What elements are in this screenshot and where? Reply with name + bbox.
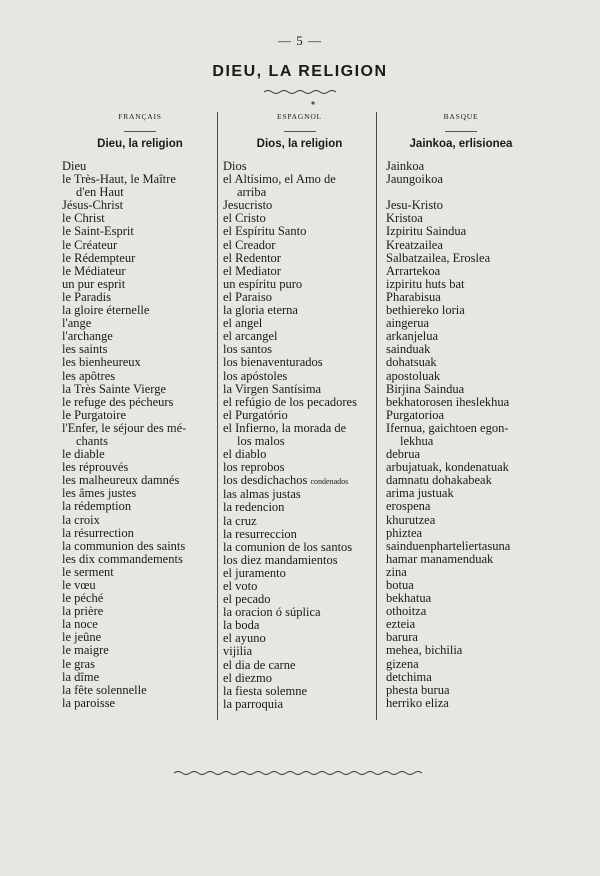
spanish-term: la Virgen Santísima — [223, 381, 322, 396]
spanish-term: el ayuno — [223, 631, 266, 646]
french-term: chants — [76, 433, 108, 448]
spanish-term: el diezmo — [223, 670, 272, 685]
french-term: le Christ — [62, 211, 105, 226]
spanish-term: la gloria eterna — [223, 303, 298, 318]
spanish-label-rule — [284, 131, 316, 132]
basque-term-list — [386, 160, 536, 710]
french-term: l'Enfer, le séjour des mé- — [62, 420, 187, 435]
basque-term: apostoluak — [386, 368, 441, 383]
french-term: les saints — [62, 342, 108, 357]
french-term: le vœu — [62, 578, 96, 592]
french-term: la Très Sainte Vierge — [62, 381, 166, 396]
page-number: — 5 — — [278, 33, 322, 48]
spanish-term: el Espíritu Santo — [223, 224, 307, 239]
basque-term: Purgatorioa — [386, 407, 445, 422]
basque-term: mehea, bichilia — [386, 643, 463, 658]
french-term: le gras — [62, 656, 95, 671]
basque-term: Kreatzailea — [386, 237, 443, 252]
spanish-column-heading: Dios, la religion — [256, 138, 343, 150]
french-term: l'ange — [62, 316, 92, 331]
basque-term: Izpiritu Saindua — [386, 224, 467, 239]
spanish-term: el dia de carne — [223, 657, 296, 672]
basque-term: lekhua — [400, 433, 434, 448]
french-term: la dîme — [62, 669, 100, 684]
basque-term: botua — [386, 578, 414, 592]
spanish-term: las almas justas — [223, 487, 301, 502]
french-term: le Purgatoire — [62, 407, 126, 422]
spanish-term: la redencion — [223, 500, 285, 515]
spanish-term: el angel — [223, 316, 263, 331]
basque-term: Jesu-Kristo — [386, 198, 443, 213]
basque-term: bethiereko loria — [386, 303, 465, 318]
spanish-term: el refúgio de los pecadores — [223, 394, 357, 409]
basque-column — [386, 112, 536, 710]
french-term: le serment — [62, 564, 114, 579]
basque-term: khurutzea — [386, 512, 436, 527]
french-term: les bienheureux — [62, 355, 141, 370]
basque-term: Birjina Saindua — [386, 381, 465, 396]
spanish-term: el voto — [223, 579, 258, 593]
spanish-term: el juramento — [223, 565, 286, 580]
basque-term: othoitza — [386, 604, 427, 619]
french-term: la noce — [62, 617, 98, 632]
basque-term: sainduenpharteliertasuna — [386, 538, 511, 553]
basque-term: Salbatzailea, Eroslea — [386, 250, 491, 265]
spanish-term: arriba — [237, 185, 267, 200]
french-term: les apôtres — [62, 368, 116, 383]
spanish-term: la fiesta solemne — [223, 683, 307, 698]
french-term: la paroisse — [62, 695, 116, 710]
french-term: le Saint-Esprit — [62, 224, 134, 239]
basque-term: barura — [386, 630, 418, 645]
basque-term: Jainkoa — [386, 159, 425, 173]
french-term: d'en Haut — [76, 185, 124, 200]
french-term: le Médiateur — [62, 263, 126, 278]
basque-term: arbujatuak, kondenatuak — [386, 460, 509, 475]
spanish-term: el Mediator — [223, 263, 281, 278]
spanish-column — [223, 112, 376, 711]
french-term: le péché — [62, 591, 104, 606]
basque-term: Kristoa — [386, 211, 423, 226]
french-term: le diable — [62, 447, 105, 462]
spanish-small-note: condenados — [310, 477, 349, 487]
basque-term: detchima — [386, 669, 432, 684]
spanish-term: los reprobos — [223, 460, 285, 475]
basque-term: Ifernua, gaichtoen egon- — [386, 420, 509, 435]
basque-term: aingerua — [386, 316, 430, 331]
french-term: le jeûne — [62, 630, 102, 645]
french-column-heading: Dieu, la religion — [97, 138, 183, 150]
basque-term: phesta burua — [386, 682, 450, 697]
basque-language-label: BASQUE — [443, 112, 479, 121]
basque-term: Jaungoikoa — [386, 172, 443, 187]
french-term: la résurrection — [62, 525, 134, 540]
basque-term: bekhatorosen iheslekhua — [386, 394, 510, 409]
spanish-term: el pecado — [223, 592, 271, 607]
basque-term: hamar manamenduak — [386, 551, 494, 566]
spanish-term: los santos — [223, 342, 272, 357]
spanish-term: el Cristo — [223, 211, 266, 226]
french-term: les dix commandements — [62, 551, 183, 566]
basque-term: dohatsuak — [386, 355, 437, 370]
spanish-term: el arcangel — [223, 329, 278, 344]
french-term: le Créateur — [62, 237, 118, 252]
spanish-term: los bienaventurados — [223, 355, 323, 370]
spanish-term: el Creador — [223, 237, 276, 252]
basque-term: bekhatua — [386, 591, 432, 606]
spanish-language-label: ESPAGNOL — [277, 112, 322, 121]
basque-term: sainduak — [386, 342, 431, 357]
spanish-term — [223, 474, 375, 488]
french-term: le Très-Haut, le Maître — [62, 172, 176, 187]
basque-term: zina — [386, 564, 407, 579]
page-title: DIEU, LA RELIGION — [212, 63, 388, 80]
spanish-term: el Infierno, la morada de — [223, 420, 347, 435]
spanish-term-list — [223, 160, 375, 711]
spanish-term: Jesucristo — [223, 198, 273, 213]
basque-term: Arrartekoa — [386, 263, 441, 278]
bottom-flourish-ornament — [172, 768, 428, 778]
basque-term: damnatu dohakabeak — [386, 473, 492, 488]
basque-term: arima justuak — [386, 486, 454, 501]
basque-label-rule — [445, 131, 477, 132]
spanish-term: la oracion ó súplica — [223, 605, 321, 620]
basque-column-heading: Jainkoa, erlisionea — [409, 138, 513, 150]
spanish-term: un espíritu puro — [223, 276, 303, 291]
basque-term: arkanjelua — [386, 329, 439, 344]
french-term: la gloire éternelle — [62, 303, 150, 318]
spanish-term: los diez mandamientos — [223, 552, 338, 567]
basque-term: herriko eliza — [386, 695, 449, 710]
french-term: la prière — [62, 604, 104, 619]
spanish-term: la boda — [223, 618, 260, 633]
basque-term: Pharabisua — [386, 289, 441, 304]
basque-term: erospena — [386, 499, 431, 514]
spanish-term: los apóstoles — [223, 368, 288, 383]
spanish-term: Dios — [223, 159, 247, 173]
french-term: la croix — [62, 512, 100, 527]
spanish-term-text: los desdichachos — [223, 473, 308, 488]
spanish-term: el Altísimo, el Amo de — [223, 172, 336, 187]
french-term: le refuge des pécheurs — [62, 394, 174, 409]
french-term: la communion des saints — [62, 538, 186, 553]
spanish-term: el Redentor — [223, 250, 281, 265]
french-term: un pur esprit — [62, 276, 126, 291]
column-divider-left — [217, 112, 218, 720]
basque-term: gizena — [386, 656, 419, 671]
spanish-term: la resurreccion — [223, 526, 297, 541]
spanish-term: la parroquia — [223, 696, 284, 711]
french-term: les réprouvés — [62, 460, 129, 475]
spanish-term: el diablo — [223, 447, 267, 462]
french-term: le maigre — [62, 643, 109, 658]
french-term: Jésus-Christ — [62, 198, 124, 213]
spanish-term: la comunion de los santos — [223, 539, 353, 554]
spanish-term: los malos — [237, 433, 285, 448]
french-term: les malheureux damnés — [62, 473, 180, 488]
basque-term: izpiritu huts bat — [386, 276, 465, 291]
french-label-rule — [124, 131, 156, 132]
french-term: les âmes justes — [62, 486, 137, 501]
french-language-label: FRANÇAIS — [118, 112, 162, 121]
title-flourish-ornament — [262, 88, 338, 110]
spanish-term: vijilia — [223, 644, 253, 659]
basque-term: debrua — [386, 447, 421, 462]
spanish-term: el Paraiso — [223, 289, 272, 304]
basque-term: phiztea — [386, 525, 423, 540]
french-term: Dieu — [62, 159, 87, 173]
basque-term: ezteia — [386, 617, 416, 632]
french-term: l'archange — [62, 329, 113, 344]
french-column — [62, 112, 218, 710]
french-term: la rédemption — [62, 499, 132, 514]
french-term: le Paradis — [62, 289, 111, 304]
french-term: le Rédempteur — [62, 250, 136, 265]
french-term: la fête solennelle — [62, 682, 147, 697]
spanish-term: la cruz — [223, 513, 257, 528]
french-term-list — [62, 160, 212, 710]
spanish-term: el Purgatório — [223, 407, 288, 422]
column-divider-right — [376, 112, 377, 720]
